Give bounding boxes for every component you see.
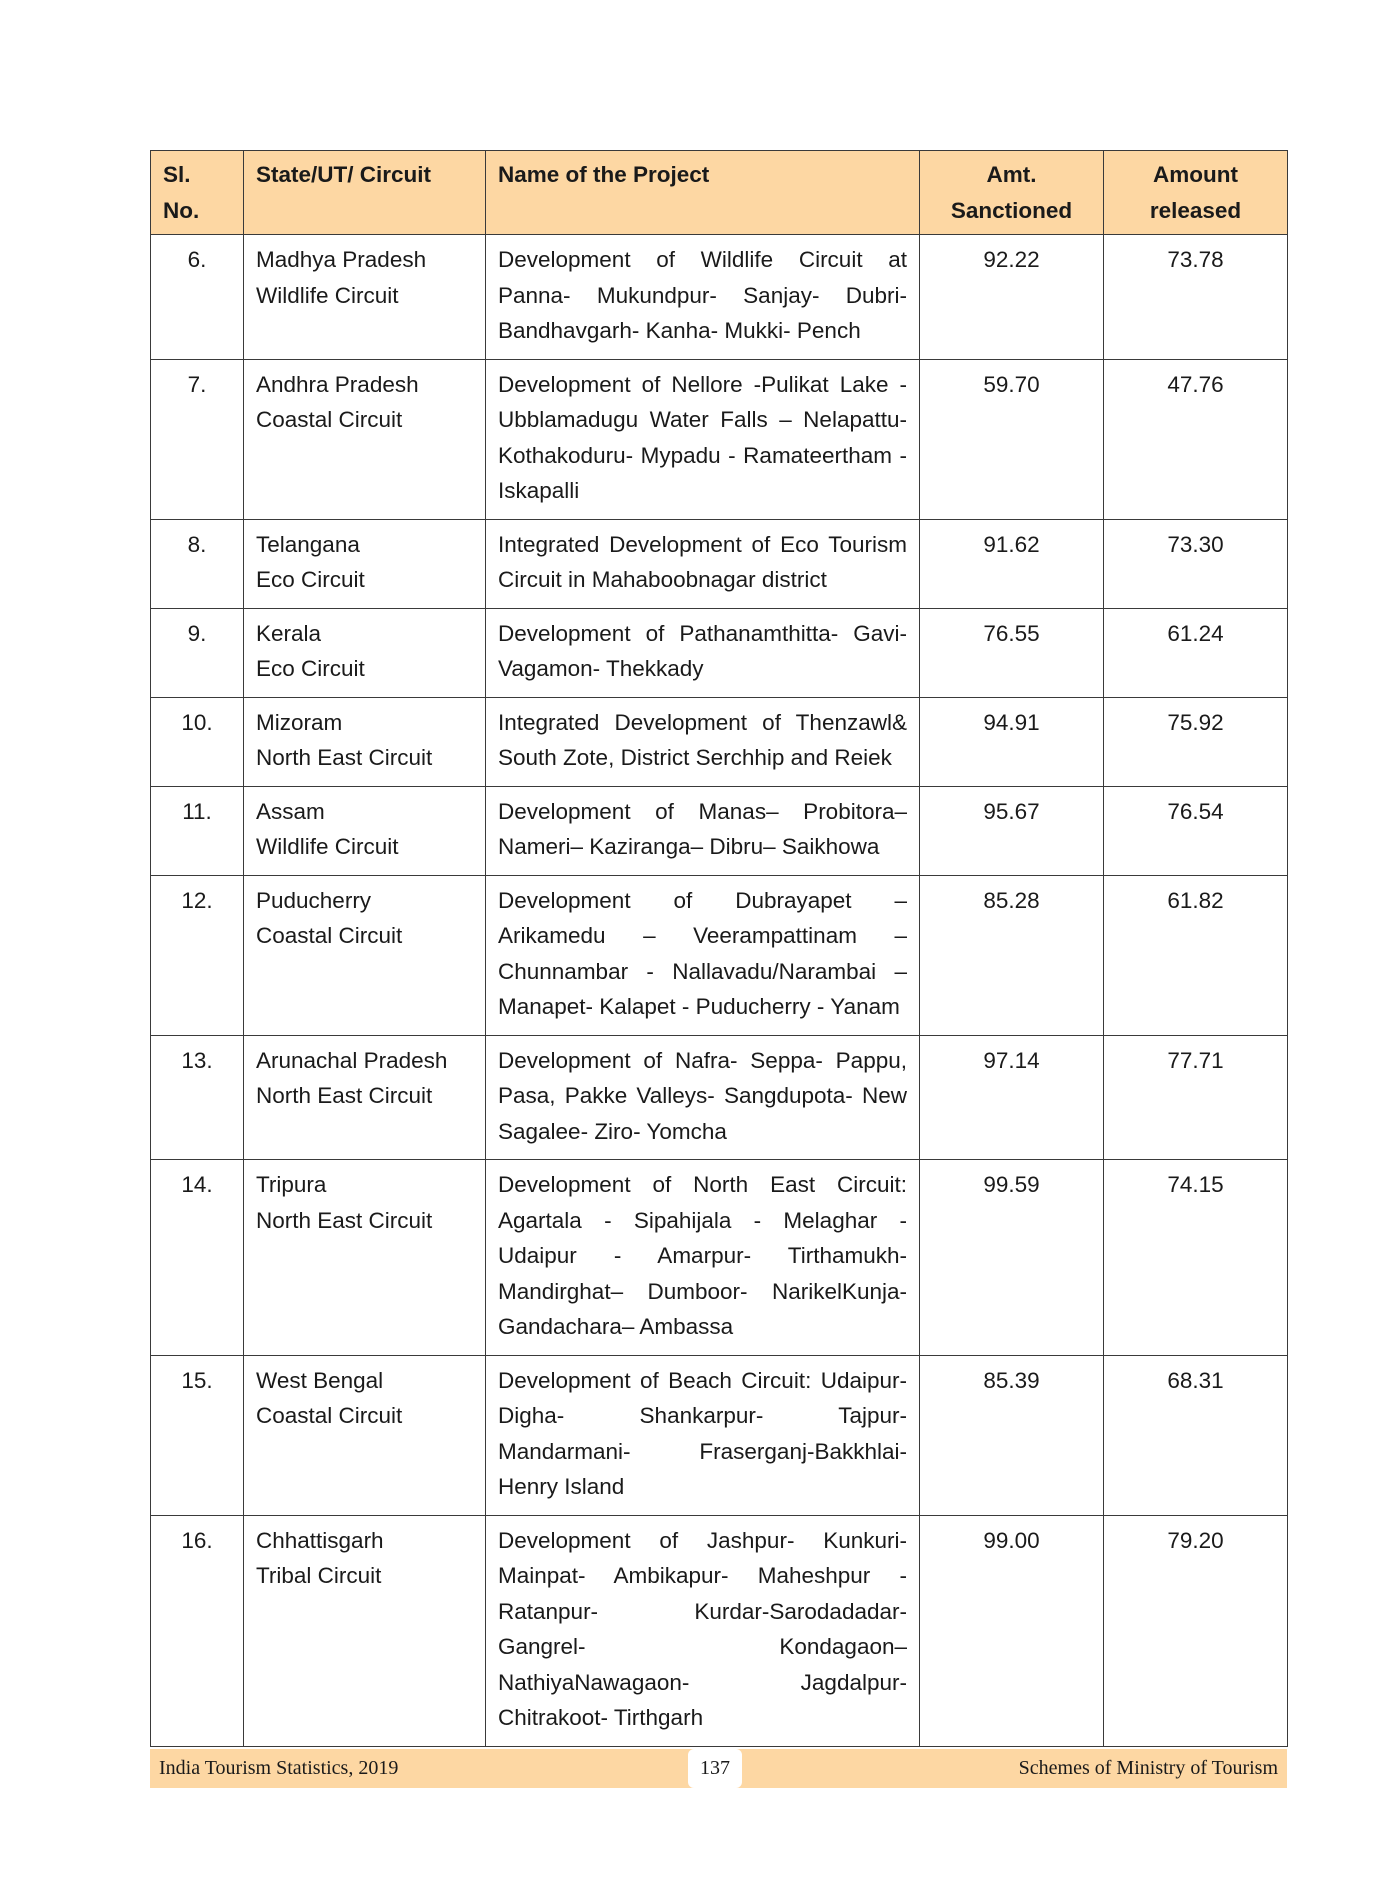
- cell-circuit-name: Wildlife Circuit: [256, 834, 399, 859]
- cell-state-name: Puducherry: [256, 887, 372, 913]
- cell-state-name: Arunachal Pradesh: [256, 1047, 448, 1073]
- cell-amount-released: 73.78: [1104, 235, 1288, 360]
- cell-circuit-name: Coastal Circuit: [256, 923, 403, 948]
- cell-state-name: Andhra Pradesh: [256, 371, 419, 397]
- page-number: 137: [688, 1749, 742, 1788]
- cell-amount-released: 68.31: [1104, 1355, 1288, 1515]
- projects-table: [150, 150, 1288, 1747]
- cell-sl-no: 11.: [151, 786, 244, 875]
- cell-amt-sanctioned: 91.62: [920, 519, 1104, 608]
- cell-amt-sanctioned: 85.39: [920, 1355, 1104, 1515]
- header-state: State/UT/ Circuit: [244, 151, 486, 235]
- header-amount-released-line2: released: [1149, 197, 1242, 223]
- cell-state: [244, 697, 486, 786]
- table-row: [151, 1515, 1288, 1746]
- cell-project: Development of Dubrayapet – Arikamedu – Veerampattinam – Chunnambar - Nallavadu/Narambai – Manapet- Kalapet - Puducherry - Yanam: [486, 875, 920, 1035]
- cell-sl-no: 14.: [151, 1160, 244, 1356]
- cell-state: [244, 1515, 486, 1746]
- cell-amount-released: 75.92: [1104, 697, 1288, 786]
- table-body: [151, 235, 1288, 1747]
- cell-circuit-name: Tribal Circuit: [256, 1563, 382, 1588]
- table-row: [151, 235, 1288, 360]
- cell-state: [244, 1355, 486, 1515]
- cell-state-name: West Bengal: [256, 1367, 384, 1393]
- cell-state: [244, 875, 486, 1035]
- table-row: [151, 786, 1288, 875]
- cell-sl-no: 15.: [151, 1355, 244, 1515]
- cell-amt-sanctioned: 97.14: [920, 1035, 1104, 1160]
- cell-state: [244, 1035, 486, 1160]
- cell-project: Integrated Development of Thenzawl& South Zote, District Serchhip and Reiek: [486, 697, 920, 786]
- cell-amt-sanctioned: 99.00: [920, 1515, 1104, 1746]
- header-amount-released-line1: Amount: [1153, 162, 1238, 187]
- cell-amount-released: 77.71: [1104, 1035, 1288, 1160]
- cell-project: Development of Pathanamthitta- Gavi- Vagamon- Thekkady: [486, 608, 920, 697]
- header-project: Name of the Project: [486, 151, 920, 235]
- table-header-row: [151, 151, 1288, 235]
- cell-circuit-name: North East Circuit: [256, 1207, 433, 1233]
- table-row: [151, 1035, 1288, 1160]
- cell-state: [244, 359, 486, 519]
- cell-project: Development of Nafra- Seppa- Pappu, Pasa, Pakke Valleys- Sangdupota- New Sagalee- Ziro- Yomcha: [486, 1035, 920, 1160]
- cell-circuit-name: North East Circuit: [256, 1083, 433, 1108]
- cell-amt-sanctioned: 85.28: [920, 875, 1104, 1035]
- header-amt-sanctioned: [920, 151, 1104, 235]
- cell-state-name: Chhattisgarh: [256, 1527, 384, 1553]
- table-row: [151, 1355, 1288, 1515]
- cell-amount-released: 74.15: [1104, 1160, 1288, 1356]
- cell-circuit-name: Coastal Circuit: [256, 1403, 403, 1428]
- cell-amt-sanctioned: 76.55: [920, 608, 1104, 697]
- cell-sl-no: 16.: [151, 1515, 244, 1746]
- page-footer: [150, 1749, 1287, 1788]
- footer-publication-title: India Tourism Statistics, 2019: [159, 1757, 399, 1779]
- cell-project: Development of Beach Circuit: Udaipur- Digha- Shankarpur- Tajpur- Mandarmani- Fraserganj-Bakkhlai- Henry Island: [486, 1355, 920, 1515]
- cell-sl-no: 8.: [151, 519, 244, 608]
- cell-project: Development of Wildlife Circuit at Panna- Mukundpur- Sanjay- Dubri- Bandhavgarh- Kanha- Mukki- Pench: [486, 235, 920, 360]
- cell-state: [244, 519, 486, 608]
- cell-project: Integrated Development of Eco Tourism Circuit in Mahaboobnagar district: [486, 519, 920, 608]
- cell-project: Development of Nellore -Pulikat Lake - Ubblamadugu Water Falls – Nelapattu- Kothakoduru- Mypadu - Ramateertham - Iskapalli: [486, 359, 920, 519]
- cell-amt-sanctioned: 94.91: [920, 697, 1104, 786]
- cell-amount-released: 61.24: [1104, 608, 1288, 697]
- cell-circuit-name: Coastal Circuit: [256, 407, 403, 432]
- cell-state-name: Telangana: [256, 531, 360, 557]
- cell-sl-no: 7.: [151, 359, 244, 519]
- table-row: [151, 697, 1288, 786]
- header-amount-released: [1104, 151, 1288, 235]
- cell-amount-released: 73.30: [1104, 519, 1288, 608]
- cell-amt-sanctioned: 99.59: [920, 1160, 1104, 1356]
- cell-state-name: Madhya Pradesh: [256, 247, 427, 272]
- cell-project: Development of Jashpur- Kunkuri- Mainpat- Ambikapur- Maheshpur -Ratanpur- Kurdar-Sarodadadar- Gangrel- Kondagaon– NathiyaNawagaon- Jagdalpur- Chitrakoot- Tirthgarh: [486, 1515, 920, 1746]
- cell-amount-released: 47.76: [1104, 359, 1288, 519]
- cell-sl-no: 9.: [151, 608, 244, 697]
- cell-sl-no: 13.: [151, 1035, 244, 1160]
- cell-project: Development of North East Circuit: Agartala - Sipahijala - Melaghar - Udaipur - Amarpur- Tirthamukh- Mandirghat– Dumboor- NarikelKunja- Gandachara– Ambassa: [486, 1160, 920, 1356]
- footer-section-title: Schemes of Ministry of Tourism: [1018, 1757, 1278, 1779]
- cell-sl-no: 10.: [151, 697, 244, 786]
- cell-amt-sanctioned: 92.22: [920, 235, 1104, 360]
- cell-amount-released: 79.20: [1104, 1515, 1288, 1746]
- table-row: [151, 519, 1288, 608]
- cell-state: [244, 786, 486, 875]
- cell-circuit-name: Eco Circuit: [256, 567, 365, 592]
- table-row: [151, 608, 1288, 697]
- table-row: [151, 359, 1288, 519]
- cell-state-name: Assam: [256, 798, 325, 824]
- cell-state: [244, 608, 486, 697]
- cell-state-name: Tripura: [256, 1172, 327, 1197]
- cell-circuit-name: Wildlife Circuit: [256, 282, 399, 308]
- header-amt-sanctioned-line1: Amt.: [986, 162, 1037, 187]
- cell-state-name: Kerala: [256, 620, 322, 646]
- cell-state: [244, 1160, 486, 1356]
- cell-circuit-name: Eco Circuit: [256, 656, 365, 681]
- cell-sl-no: 12.: [151, 875, 244, 1035]
- header-sl-no: Sl. No.: [151, 151, 244, 235]
- cell-state-name: Mizoram: [256, 709, 343, 735]
- cell-sl-no: 6.: [151, 235, 244, 360]
- table-row: [151, 1160, 1288, 1356]
- cell-amt-sanctioned: 59.70: [920, 359, 1104, 519]
- cell-state: [244, 235, 486, 360]
- cell-amt-sanctioned: 95.67: [920, 786, 1104, 875]
- table-row: [151, 875, 1288, 1035]
- cell-amount-released: 61.82: [1104, 875, 1288, 1035]
- cell-circuit-name: North East Circuit: [256, 745, 433, 770]
- cell-amount-released: 76.54: [1104, 786, 1288, 875]
- projects-table-container: [150, 150, 1287, 1747]
- header-amt-sanctioned-line2: Sanctioned: [950, 197, 1073, 223]
- cell-project: Development of Manas– Probitora– Nameri– Kaziranga– Dibru– Saikhowa: [486, 786, 920, 875]
